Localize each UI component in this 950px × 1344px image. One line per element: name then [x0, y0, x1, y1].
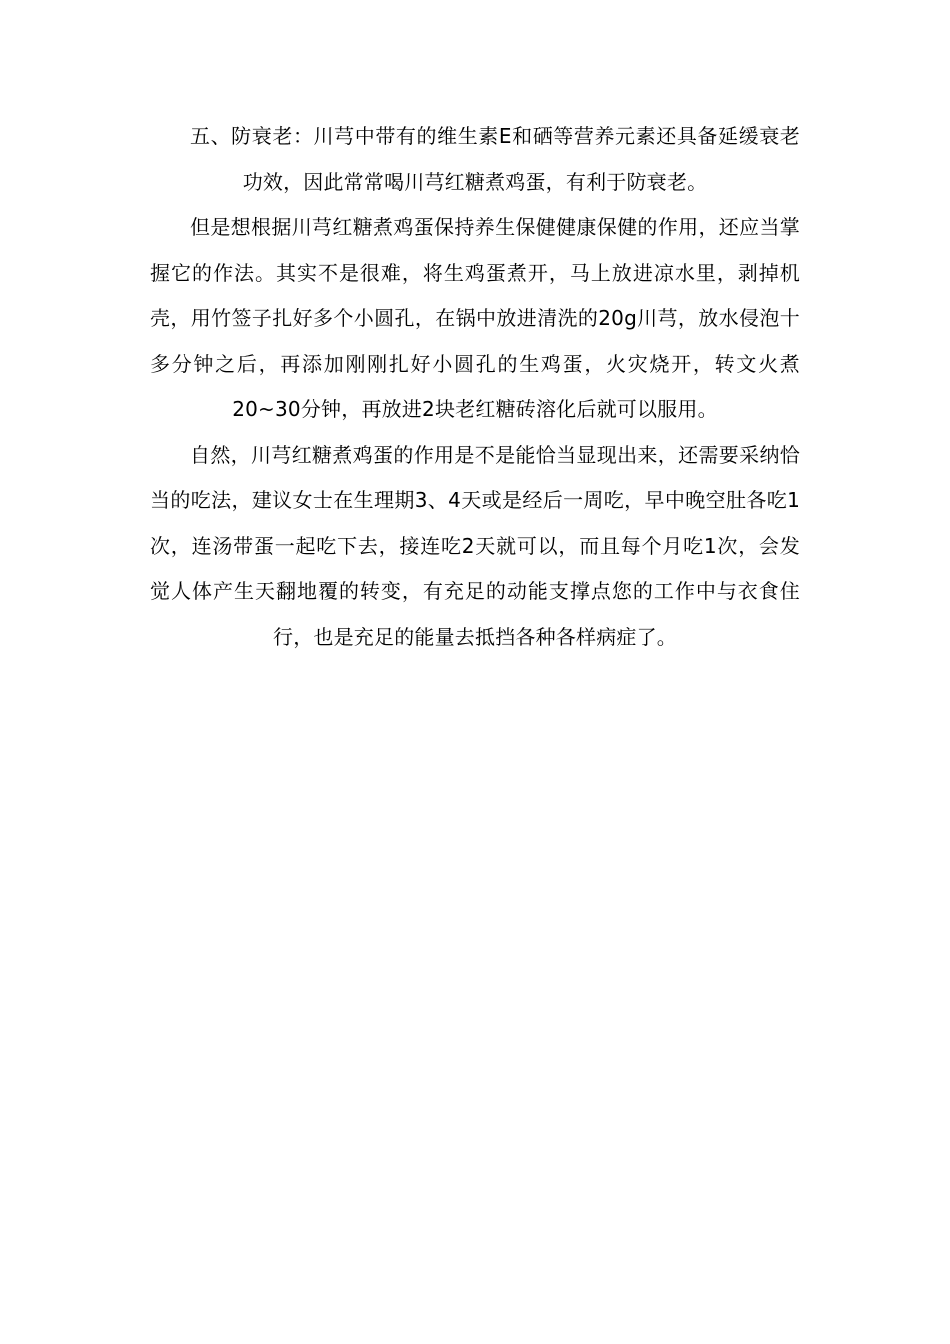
paragraph-preparation-method: 但是想根据川芎红糖煮鸡蛋保持养生保健健康保健的作用，还应当掌握它的作法。其实不是很难，将生鸡蛋煮开，马上放进凉水里，剥掉机壳，用竹签子扎好多个小圆孔，在锅中放进清洗的20g川芎，放水侵泡十多分钟之后，再添加刚刚扎好小圆孔的生鸡蛋，火灾烧开，转文火煮20~30分钟，再放进2块老红糖砖溶化后就可以服用。 [150, 215, 800, 421]
paragraph-eating-method: 自然，川芎红糖煮鸡蛋的作用是不是能恰当显现出来，还需要采纳恰当的吃法，建议女士在生理期3、4天或是经后一周吃，早中晚空肚各吃1次，连汤带蛋一起吃下去，接连吃2天就可以，而且每个月吃1次，会发觉人体产生天翻地覆的转变，有充足的动能支撑点您的工作中与衣食住行，也是充足的能量去抵挡各种各样病症了。 [150, 442, 800, 649]
paragraph-anti-aging: 五、防衰老：川芎中带有的维生素E和硒等营养元素还具备延缓衰老功效，因此常常喝川芎红糖煮鸡蛋，有利于防衰老。 [190, 124, 800, 194]
document-body [150, 114, 800, 660]
